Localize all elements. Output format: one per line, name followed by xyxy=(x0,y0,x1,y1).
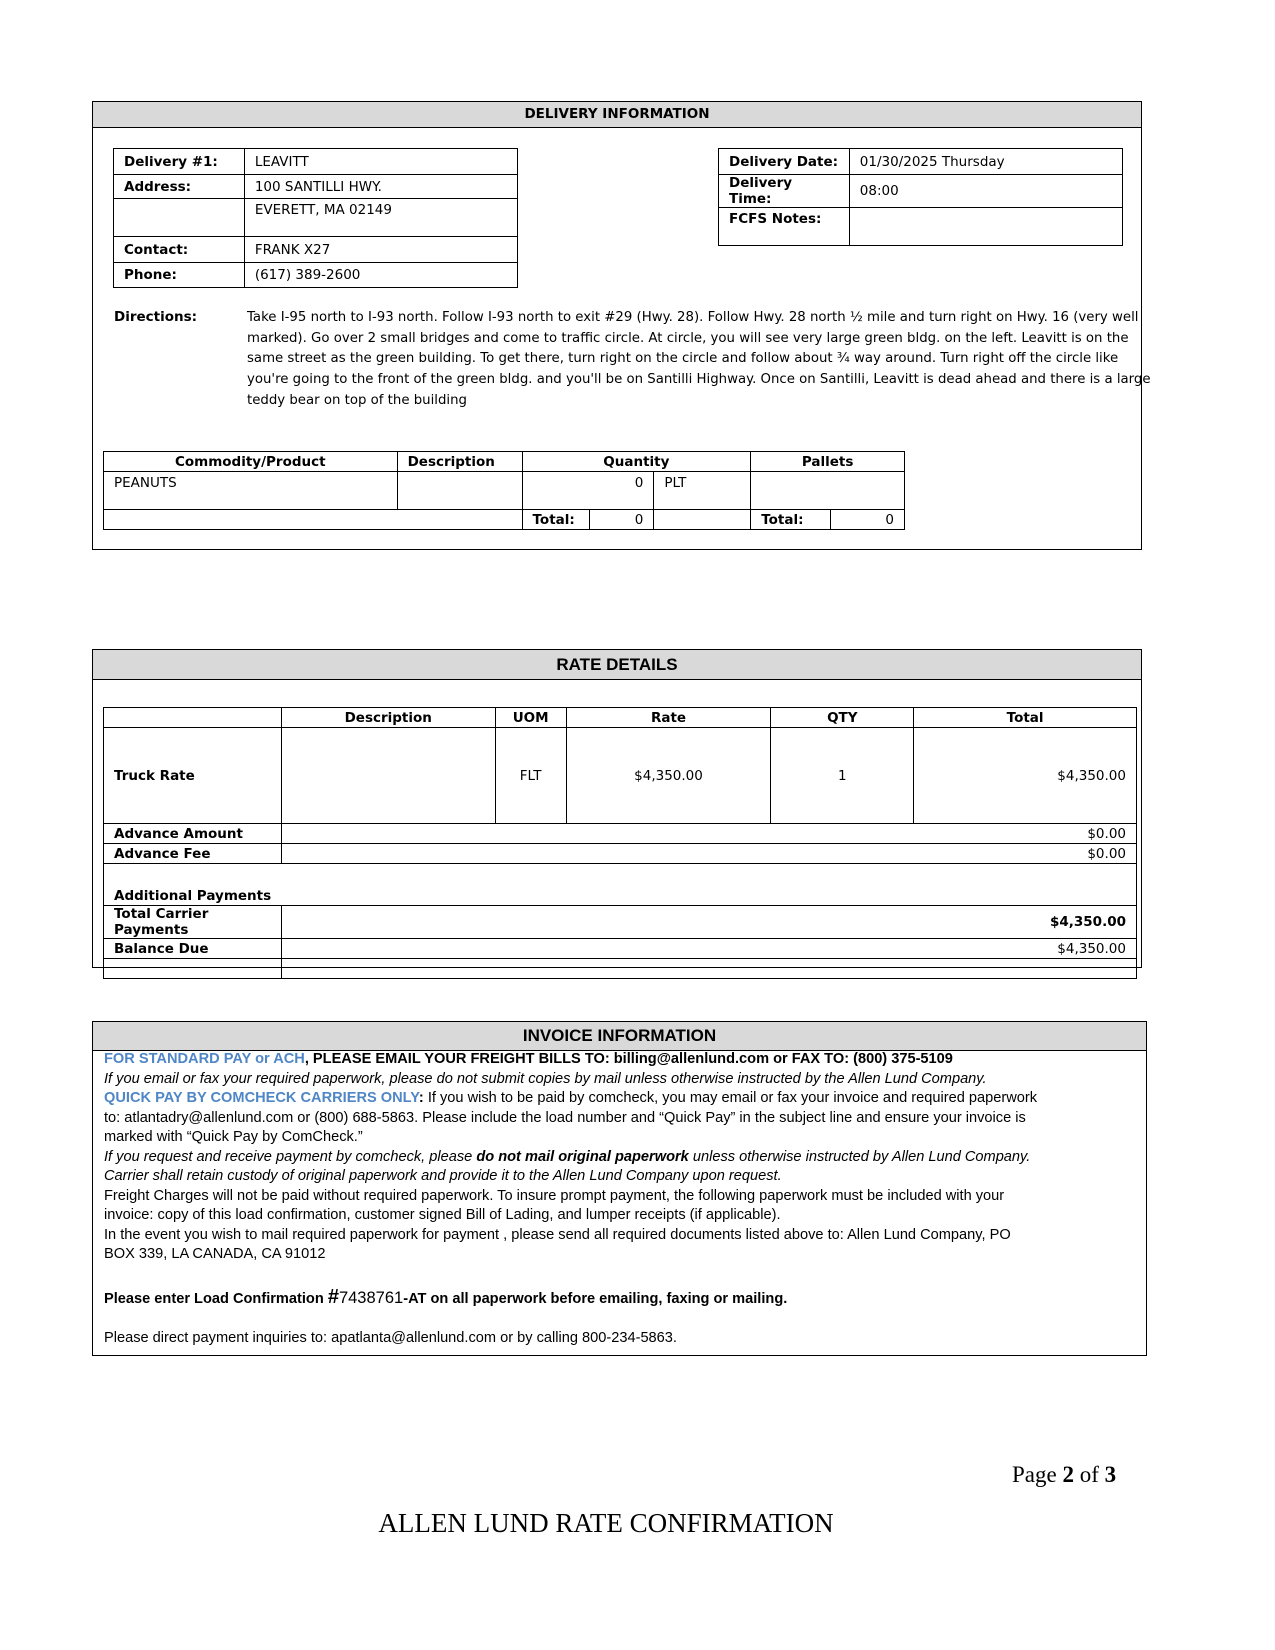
balance-due-value: $4,350.00 xyxy=(281,939,1136,959)
load-confirmation-end: -AT on all paperwork before emailing, faxing or mailing. xyxy=(403,1290,788,1307)
directions-text xyxy=(247,308,1151,412)
delivery-date-label: Delivery Date: xyxy=(719,149,850,175)
phone-value: (617) 389-2600 xyxy=(244,263,517,288)
delivery-address-table xyxy=(113,148,518,288)
delivery-time-value: 08:00 xyxy=(849,175,1122,208)
freight-line1: Freight Charges will not be paid without required paperwork. To insure prompt payment, the following paperwork must be included with your xyxy=(104,1187,1005,1204)
payment-inquiries: Please direct payment inquiries to: apatlanta@allenlund.com or by calling 800-234-5863. xyxy=(104,1329,677,1346)
delivery-time-label: Delivery Time: xyxy=(719,175,850,208)
address-line2: EVERETT, MA 02149 xyxy=(244,199,517,237)
page-total: 3 xyxy=(1104,1462,1117,1487)
fcfs-notes-value xyxy=(849,208,1122,246)
contact-label: Contact: xyxy=(114,237,245,263)
truck-rate-uom: FLT xyxy=(495,728,566,824)
quick-pay-text: If you wish to be paid by comcheck, you may email or fax your invoice and required paperwork xyxy=(423,1090,1038,1106)
rate-title: RATE DETAILS xyxy=(556,655,678,674)
invoice-title: INVOICE INFORMATION xyxy=(522,1026,717,1045)
advance-amount-label: Advance Amount xyxy=(104,824,282,844)
unit-total-blank xyxy=(654,510,751,530)
comcheck-text-end: unless otherwise instructed by Allen Lund Company. xyxy=(688,1148,1031,1165)
rate-qty-header: QTY xyxy=(771,708,914,728)
truck-rate-qty: 1 xyxy=(771,728,914,824)
address-line1: 100 SANTILLI HWY. xyxy=(244,175,517,199)
commodity-description xyxy=(397,472,522,510)
directions-line: you're going to the front of the green bldg. and you'll be on Santilli Highway. Once on Santilli, Leavitt is dead ahead and there is a large xyxy=(247,372,1151,388)
quick-pay-colon: : xyxy=(418,1090,424,1106)
rate-table xyxy=(103,707,1137,979)
directions-line: same street as the green building. To get there, turn right on the circle and follow about ¾ way around. Turn right off the circle like xyxy=(247,351,1119,367)
contact-value: FRANK X27 xyxy=(244,237,517,263)
advance-fee-value: $0.00 xyxy=(281,844,1136,864)
standard-pay-text: , PLEASE EMAIL YOUR FREIGHT BILLS TO: billing@allenlund.com or FAX TO: (800) 375-5109 xyxy=(304,1051,953,1067)
advance-amount-value: $0.00 xyxy=(281,824,1136,844)
rate-header xyxy=(93,650,1141,680)
additional-payments-label: Additional Payments xyxy=(104,864,1137,906)
standard-pay-heading: FOR STANDARD PAY or ACH xyxy=(104,1051,305,1067)
delivery-header xyxy=(93,102,1141,128)
load-confirmation-text: Please enter Load Confirmation xyxy=(104,1290,328,1307)
truck-rate-description xyxy=(281,728,495,824)
custody-line: Carrier shall retain custody of original paperwork and provide it to the Allen Lund Company upon request. xyxy=(104,1168,782,1184)
rate-empty-cell xyxy=(104,959,282,979)
comcheck-line xyxy=(104,1148,1144,1168)
page-current: 2 xyxy=(1062,1462,1074,1487)
commodity-pallets xyxy=(751,472,905,510)
pallets-total-label: Total: xyxy=(751,510,831,530)
invoice-header xyxy=(93,1022,1146,1051)
quantity-total-value: 0 xyxy=(589,510,654,530)
rate-header-blank xyxy=(104,708,282,728)
commodity-total-spacer xyxy=(104,510,523,530)
rate-uom-header: UOM xyxy=(495,708,566,728)
pallets-header: Pallets xyxy=(751,452,905,472)
directions-line: teddy bear on top of the building xyxy=(247,392,467,408)
invoice-spacer xyxy=(104,1312,1144,1329)
commodity-quantity: 0 xyxy=(522,472,654,510)
rate-description-header: Description xyxy=(281,708,495,728)
freight-line2: invoice: copy of this load confirmation, customer signed Bill of Lading, and lumper receipts (if applicable). xyxy=(104,1207,781,1223)
quantity-header: Quantity xyxy=(522,452,751,472)
commodity-table xyxy=(103,451,905,530)
rate-total-header: Total xyxy=(914,708,1137,728)
directions-label: Directions: xyxy=(114,309,198,325)
invoice-body xyxy=(104,1050,1144,1348)
truck-rate-rate: $4,350.00 xyxy=(566,728,771,824)
document-title: ALLEN LUND RATE CONFIRMATION xyxy=(378,1508,834,1538)
commodity-unit: PLT xyxy=(654,472,751,510)
load-number: 7438761 xyxy=(338,1288,404,1307)
truck-rate-label: Truck Rate xyxy=(104,728,282,824)
delivery-date-table xyxy=(718,148,1123,246)
delivery-number-label: Delivery #1: xyxy=(114,149,245,175)
directions-line: marked). Go over 2 small bridges and come to traffic circle. At circle, you will see very large green bldg. on the left. Leavitt is on the xyxy=(247,330,1129,346)
pallets-total-value: 0 xyxy=(831,510,905,530)
commodity-product: PEANUTS xyxy=(104,472,398,510)
description-header: Description xyxy=(397,452,522,472)
address-label: Address: xyxy=(114,175,245,199)
page-word: Page xyxy=(1012,1462,1063,1487)
delivery-number-value: LEAVITT xyxy=(244,149,517,175)
delivery-title: DELIVERY INFORMATION xyxy=(524,106,710,122)
balance-due-label: Balance Due xyxy=(104,939,282,959)
delivery-date-value: 01/30/2025 Thursday xyxy=(849,149,1122,175)
comcheck-text: If you request and receive payment by comcheck, please xyxy=(104,1148,477,1165)
mail-line1: In the event you wish to mail required paperwork for payment , please send all required documents listed above to: Allen Lund Company, PO xyxy=(104,1226,1011,1243)
rate-empty-cell xyxy=(281,959,1136,979)
quantity-total-label: Total: xyxy=(522,510,589,530)
standard-pay-line xyxy=(104,1050,1144,1070)
commodity-header: Commodity/Product xyxy=(104,452,398,472)
truck-rate-total: $4,350.00 xyxy=(914,728,1137,824)
quick-pay-line3: marked with “Quick Pay by ComCheck.” xyxy=(104,1129,363,1145)
total-carrier-value: $4,350.00 xyxy=(281,906,1136,939)
address-label-blank xyxy=(114,199,245,237)
phone-label: Phone: xyxy=(114,263,245,288)
page-number xyxy=(1012,1462,1116,1488)
invoice-spacer xyxy=(104,1265,1144,1284)
quick-pay-line2: to: atlantadry@allenlund.com or (800) 688-5863. Please include the load number and “Quick Pay” in the subject line and ensure your invoice is xyxy=(104,1109,1026,1126)
mail-line2: BOX 339, LA CANADA, CA 91012 xyxy=(104,1246,326,1262)
total-carrier-label: Total Carrier Payments xyxy=(104,906,282,939)
directions-line: Take I-95 north to I-93 north. Follow I-93 north to exit #29 (Hwy. 28). Follow Hwy. 28 north ½ mile and turn right on Hwy. 16 (very well xyxy=(247,310,1139,325)
load-confirmation-line xyxy=(104,1284,1144,1312)
rate-rate-header: Rate xyxy=(566,708,771,728)
load-hash: # xyxy=(327,1285,339,1308)
quick-pay-line xyxy=(104,1089,1144,1109)
quick-pay-heading: QUICK PAY BY COMCHECK CARRIERS ONLY xyxy=(104,1090,419,1106)
standard-pay-note: If you email or fax your required paperwork, please do not submit copies by mail unless otherwise instructed by the Allen Lund Company. xyxy=(104,1070,987,1087)
comcheck-bold: do not mail original paperwork xyxy=(476,1148,689,1165)
page-of: of xyxy=(1073,1462,1105,1487)
advance-fee-label: Advance Fee xyxy=(104,844,282,864)
fcfs-notes-label: FCFS Notes: xyxy=(719,208,850,246)
